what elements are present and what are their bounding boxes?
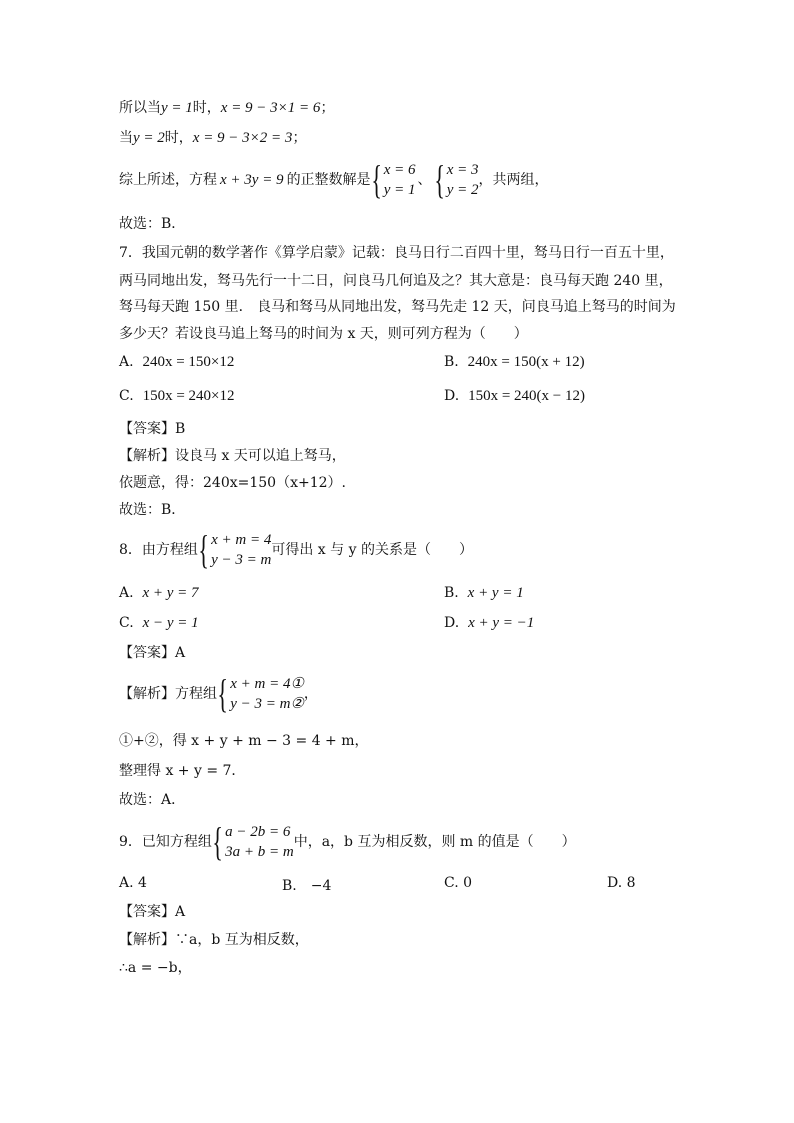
text: 【解析】方程组 bbox=[119, 686, 217, 702]
math: x + 3y = 9 bbox=[220, 172, 284, 188]
q7-line-3: 驽马每天跑 150 里． 良马和驽马从同地出发，驽马先走 12 天，问良马追上驽马的时间为 bbox=[119, 299, 676, 315]
equation-system bbox=[198, 527, 272, 572]
math: x = 9 − 3×1 = 6 bbox=[220, 100, 321, 116]
label: B. bbox=[444, 354, 459, 370]
brace: { bbox=[212, 819, 223, 864]
q7-option-c bbox=[119, 388, 235, 405]
text-line-1 bbox=[119, 98, 334, 118]
q8-answer: 【答案】A bbox=[119, 645, 186, 661]
text: 9．已知方程组 bbox=[119, 834, 212, 850]
eq: a − 2b = 6 bbox=[225, 824, 291, 840]
math: 240x = 150(x + 12) bbox=[467, 354, 585, 370]
eq: x + m = 4 bbox=[211, 532, 272, 548]
choose-line: 故选：B． bbox=[119, 216, 186, 232]
text-line-3 bbox=[119, 157, 549, 202]
text: ； bbox=[292, 130, 307, 146]
q9-option-c: C. 0 bbox=[444, 875, 473, 891]
text: 当 bbox=[119, 130, 133, 146]
q9-option-a: A. 4 bbox=[119, 875, 147, 891]
math: x + y = 7 bbox=[142, 585, 199, 601]
math: y = 2 bbox=[133, 130, 165, 146]
label: D. bbox=[444, 388, 460, 404]
q7-option-a bbox=[119, 354, 234, 371]
brace: { bbox=[198, 527, 209, 572]
q7-analysis-1: 【解析】设良马 x 天可以追上驽马， bbox=[119, 448, 346, 464]
q8-step-1: ①+②，得 x + y + m − 3 = 4 + m， bbox=[119, 733, 369, 749]
equation-system bbox=[212, 819, 294, 864]
text: 8．由方程组 bbox=[119, 542, 198, 558]
q9-answer: 【答案】A bbox=[119, 904, 186, 920]
text: 时， bbox=[164, 130, 193, 146]
q9-option-d: D. 8 bbox=[607, 875, 636, 891]
text: 综上所述，方程 bbox=[119, 172, 217, 188]
q8-option-b bbox=[444, 585, 524, 602]
equation-system bbox=[433, 157, 479, 202]
math: x = 9 − 3×2 = 3 bbox=[192, 130, 293, 146]
eq: x = 3 bbox=[446, 162, 479, 178]
text: 的正整数解是 bbox=[286, 172, 371, 188]
label: C. bbox=[119, 388, 134, 404]
math: y = 1 bbox=[161, 100, 193, 116]
eq: y − 3 = m bbox=[211, 552, 272, 568]
q8-option-c bbox=[119, 615, 199, 632]
eq: x = 6 bbox=[383, 162, 416, 178]
equation-system bbox=[370, 157, 416, 202]
label: C. bbox=[119, 615, 134, 631]
q9-option-b: B. −4 bbox=[282, 878, 332, 894]
text: ， bbox=[303, 686, 318, 702]
q8-option-d bbox=[444, 615, 534, 632]
q8-choose: 故选：A． bbox=[119, 792, 186, 808]
label: B. bbox=[444, 585, 459, 601]
q7-analysis-2: 依题意，得：240x=150（x+12）. bbox=[119, 475, 346, 491]
q9-analysis-2: ∴a = −b， bbox=[119, 960, 192, 976]
label: A. bbox=[119, 354, 134, 370]
text: ； bbox=[320, 100, 335, 116]
text: 、 bbox=[417, 172, 432, 188]
brace: { bbox=[433, 157, 445, 202]
text: 所以当 bbox=[119, 100, 161, 116]
text: 可得出 x 与 y 的关系是（ ） bbox=[271, 542, 473, 558]
math: 150x = 240×12 bbox=[142, 388, 235, 404]
math: 240x = 150×12 bbox=[142, 354, 235, 370]
q9-stem bbox=[119, 819, 576, 864]
label: A. bbox=[119, 585, 134, 601]
q7-choose: 故选：B． bbox=[119, 502, 186, 518]
q8-option-a bbox=[119, 585, 199, 602]
label: D. bbox=[444, 615, 460, 631]
brace: { bbox=[217, 671, 228, 716]
q7-line-4: 多少天？若设良马追上驽马的时间为 x 天，则可列方程为（ ） bbox=[119, 326, 528, 342]
math: x + y = −1 bbox=[468, 615, 535, 631]
brace: { bbox=[370, 157, 382, 202]
math: 150x = 240(x − 12) bbox=[468, 388, 586, 404]
eq: y = 2 bbox=[446, 182, 479, 198]
q9-analysis-1: 【解析】∵a，b 互为相反数， bbox=[119, 932, 309, 948]
q7-option-b bbox=[444, 354, 585, 371]
q8-step-2: 整理得 x + y = 7． bbox=[119, 763, 246, 779]
text: ，共两组， bbox=[478, 172, 549, 188]
math: x − y = 1 bbox=[142, 615, 199, 631]
eq: x + m = 4① bbox=[230, 676, 304, 692]
eq: y = 1 bbox=[383, 182, 416, 198]
q7-answer: 【答案】B bbox=[119, 421, 186, 437]
math: x + y = 1 bbox=[467, 585, 524, 601]
q7-line-1: 7．我国元朝的数学著作《算学启蒙》记载：良马日行二百四十里，驽马日行一百五十里， bbox=[119, 245, 674, 261]
text: 时， bbox=[192, 100, 221, 116]
equation-system bbox=[217, 671, 304, 716]
text-line-2 bbox=[119, 128, 306, 148]
eq: 3a + b = m bbox=[225, 844, 294, 860]
q7-line-2: 两马同地出发，驽马先行一十二日，问良马几何追及之？其大意是：良马每天跑 240 里， bbox=[119, 273, 673, 289]
text: 中，a，b 互为相反数，则 m 的值是（ ） bbox=[293, 834, 576, 850]
q8-stem bbox=[119, 527, 473, 572]
q7-option-d bbox=[444, 388, 585, 405]
eq: y − 3 = m② bbox=[230, 696, 304, 712]
q8-analysis bbox=[119, 671, 318, 716]
